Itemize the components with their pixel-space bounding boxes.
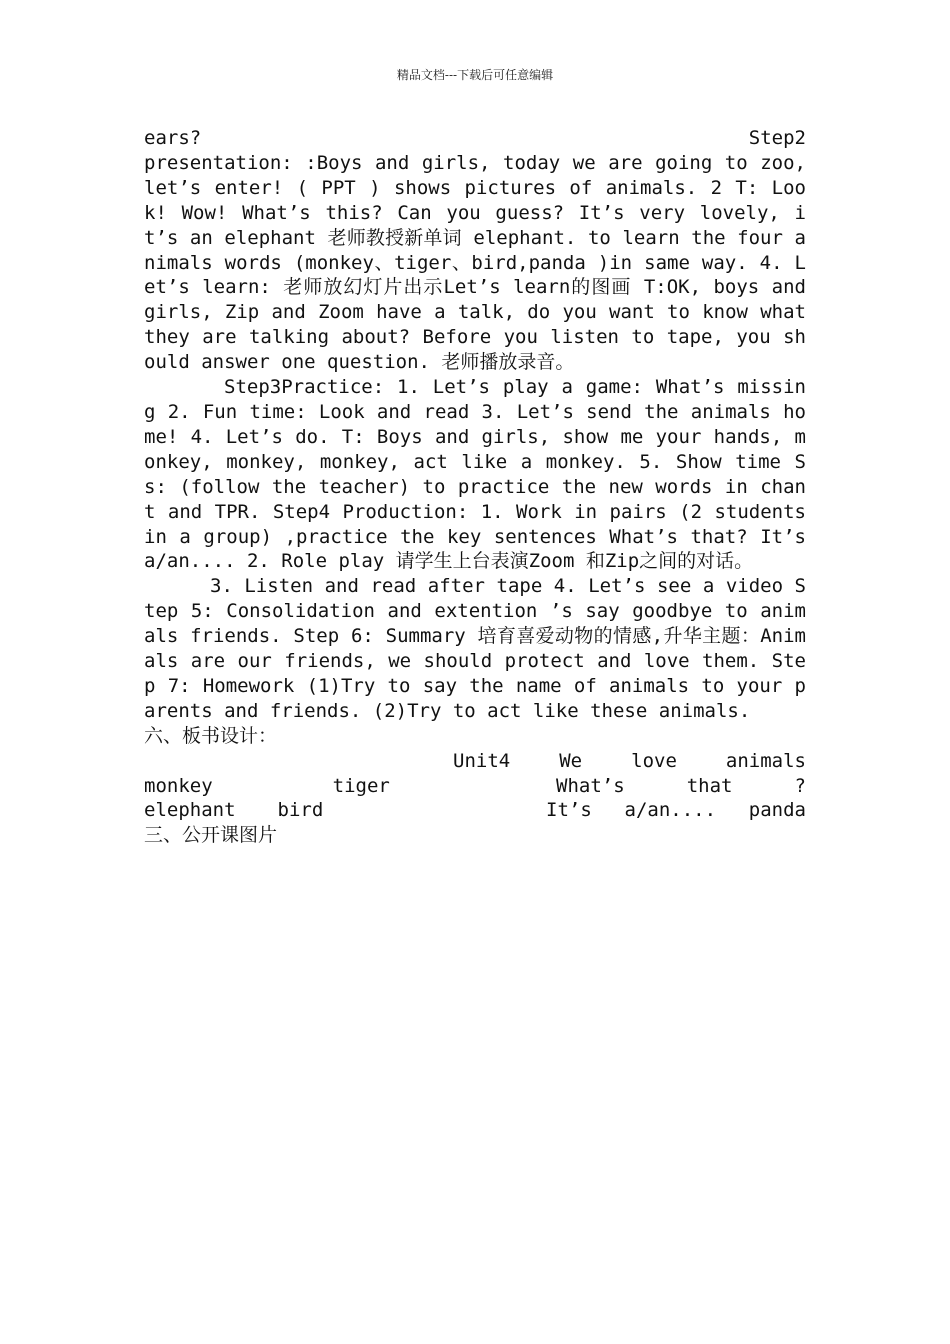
- board-word: monkey: [144, 774, 213, 797]
- board-row-2-right: [546, 798, 806, 823]
- board-row-1-left: [144, 774, 390, 799]
- board-word: that: [686, 774, 733, 797]
- board-word: What’s: [556, 774, 625, 797]
- board-word: ?: [794, 774, 806, 797]
- board-word: It’s: [546, 799, 592, 822]
- document-body: [144, 126, 806, 848]
- board-row-1-right: [556, 774, 806, 799]
- board-word: a/an....: [624, 799, 717, 822]
- board-title-word: love: [631, 749, 677, 772]
- board-title-word: animals: [725, 749, 806, 772]
- page-header: 精品文档---下载后可任意编辑: [396, 68, 554, 82]
- board-row-2-left: [144, 798, 323, 823]
- board-row-1: [144, 774, 806, 799]
- section-3-heading: 三、公开课图片: [144, 824, 278, 847]
- board-title: [144, 749, 806, 774]
- board-word: bird: [277, 799, 324, 822]
- section-6-heading: 六、板书设计：: [144, 724, 278, 747]
- paragraph-practice: Step3Practice: 1. Let’s play a game: What’s missing 2. Fun time: Look and read 3. Let’s send the animals home! 4. Let’s do. T: Boys and girls, show me your hands, monkey, monkey, monkey, act like a monkey. 5. Show time Ss: (follow the teacher) to practice the new words in chant and TPR. Step4 Production: 1. Work in pairs (2 students in a group) ,practice the key sentences What’s that? It’s a/an.... 2. Role play 请学生上台表演Zoom 和Zip之间的对话。: [144, 376, 806, 573]
- board-word: panda: [748, 799, 806, 822]
- board-title-word: Unit4: [453, 749, 511, 772]
- board-title-word: We: [559, 749, 583, 772]
- board-row-2: [144, 798, 806, 823]
- board-word: elephant: [144, 799, 236, 822]
- paragraph-consolidation: 3. Listen and read after tape 4. Let’s see a video Step 5: Consolidation and extention ’s say goodbye to animals friends. Step 6: Summary 培育喜爱动物的情感,升华主题：Animals are our friends, we should protect and love them. Step 7: Homework (1)Try to say the name of animals to your parents and friends. (2)Try to act like these animals.: [144, 575, 806, 722]
- first-line-right: Step2: [748, 127, 806, 149]
- board-word: tiger: [332, 774, 390, 797]
- paragraph-presentation: presentation: :Boys and girls, today we are going to zoo, let’s enter! ( PPT ) shows pictures of animals. 2 T: Look! Wow! What’s this? Can you guess? It’s very lovely, it’s an elephant 老师教授新单词 elephant. to learn the four animals words (monkey、tiger、bird,panda )in same way. 4. Let’s learn: 老师放幻灯片出示Let’s learn的图画 T:OK, boys and girls, Zip and Zoom have a talk, do you want to know what they are talking about? Before you listen to tape, you should answer one question. 老师播放录音。: [144, 151, 806, 374]
- first-line-left: ears?: [144, 127, 202, 149]
- first-line: [144, 126, 806, 151]
